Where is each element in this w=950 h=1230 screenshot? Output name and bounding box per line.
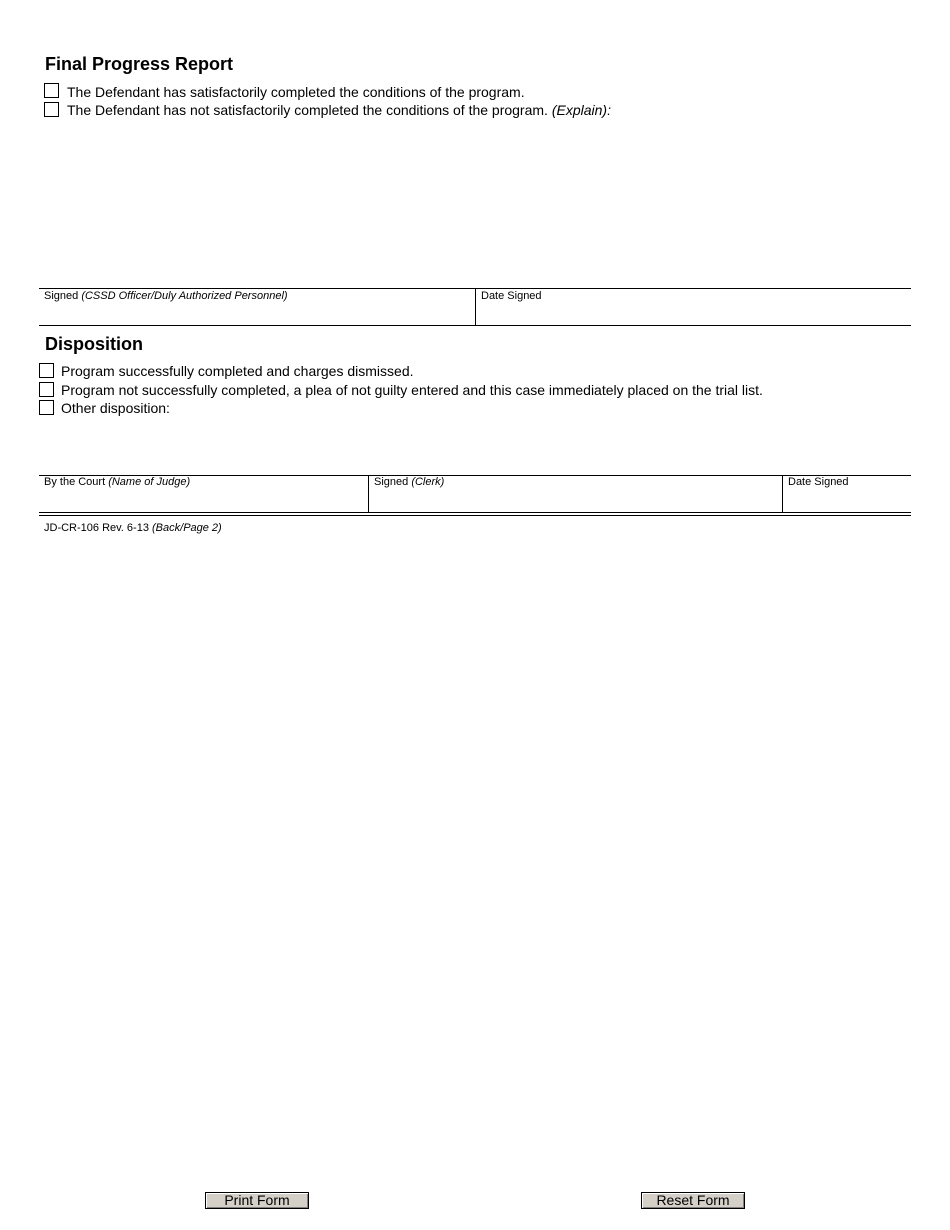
form-id-footer: JD-CR-106 Rev. 6-13 (Back/Page 2) [44, 522, 222, 534]
clerk-signature-field[interactable] [371, 490, 779, 510]
not-completed-checkbox[interactable] [44, 102, 59, 117]
completed-option-label: The Defendant has satisfactorily completed the conditions of the program. [67, 84, 525, 100]
court-row-divider-2 [782, 475, 783, 512]
date-signed-field[interactable] [478, 303, 908, 323]
disposition-heading: Disposition [45, 334, 143, 354]
reset-form-button[interactable]: Reset Form [641, 1192, 745, 1209]
other-disposition-checkbox[interactable] [39, 400, 54, 415]
other-disposition-label: Other disposition: [61, 400, 170, 416]
completed-checkbox[interactable] [44, 83, 59, 98]
not-completed-text: The Defendant has not satisfactorily completed the conditions of the program. [67, 102, 548, 118]
clerk-signed-label: Signed (Clerk) [374, 476, 445, 488]
other-disposition-field[interactable] [175, 400, 905, 460]
court-date-signed-label: Date Signed [788, 476, 849, 488]
court-row-double-border [39, 515, 911, 516]
dismissed-option-label: Program successfully completed and charges dismissed. [61, 363, 414, 379]
not-completed-option-label [67, 102, 611, 118]
final-progress-heading: Final Progress Report [45, 54, 234, 74]
signature-row-divider [475, 288, 476, 326]
dismissed-checkbox[interactable] [39, 363, 54, 378]
judge-label: By the Court (Name of Judge) [44, 476, 191, 488]
trial-list-option-label: Program not successfully completed, a plea of not guilty entered and this case immediately placed on the trial list. [61, 382, 763, 398]
court-row-bottom-border [39, 512, 911, 513]
court-row-divider-1 [368, 475, 369, 512]
explain-text-area[interactable] [60, 122, 910, 282]
signature-row-bottom-border [39, 325, 911, 326]
explain-note: (Explain): [551, 102, 611, 118]
cssd-signature-field[interactable] [40, 303, 472, 323]
judge-name-field[interactable] [40, 490, 365, 510]
court-date-signed-field[interactable] [785, 490, 908, 510]
print-form-button[interactable]: Print Form [205, 1192, 309, 1209]
cssd-signed-label: Signed (CSSD Officer/Duly Authorized Personnel) [44, 290, 288, 302]
trial-list-checkbox[interactable] [39, 382, 54, 397]
date-signed-label: Date Signed [481, 290, 542, 302]
